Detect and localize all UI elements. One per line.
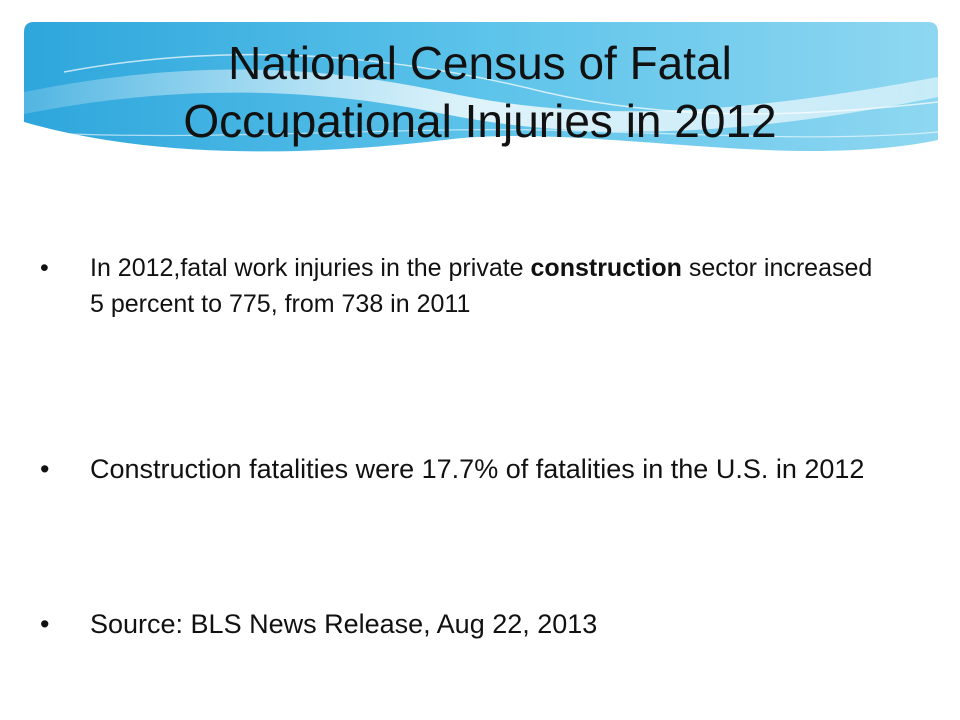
bullet-text-part: sector increased 5 percent to 775, from 738 in 2011 <box>90 254 873 318</box>
title-line-2: Occupational Injuries in 2012 <box>183 95 777 147</box>
title-line-1: National Census of Fatal <box>228 37 732 89</box>
bullet-text-part: In 2012,fatal work injuries in the private <box>90 254 531 282</box>
bullet-item-source <box>40 605 900 643</box>
bullet-text: Construction fatalities were 17.7% of fatalities in the U.S. in 2012 <box>90 454 865 484</box>
bullet-item-construction-increase <box>40 250 900 322</box>
bullet-dot-icon: • <box>40 454 50 484</box>
bullet-bold-word: construction <box>530 254 682 282</box>
slide-title <box>60 34 900 150</box>
bullet-text <box>90 250 890 322</box>
bullet-text: Source: BLS News Release, Aug 22, 2013 <box>90 609 598 639</box>
bullet-dot-icon: • <box>40 609 50 639</box>
bullet-dot-icon: • <box>40 254 49 282</box>
bullet-item-fatality-share <box>40 450 900 488</box>
